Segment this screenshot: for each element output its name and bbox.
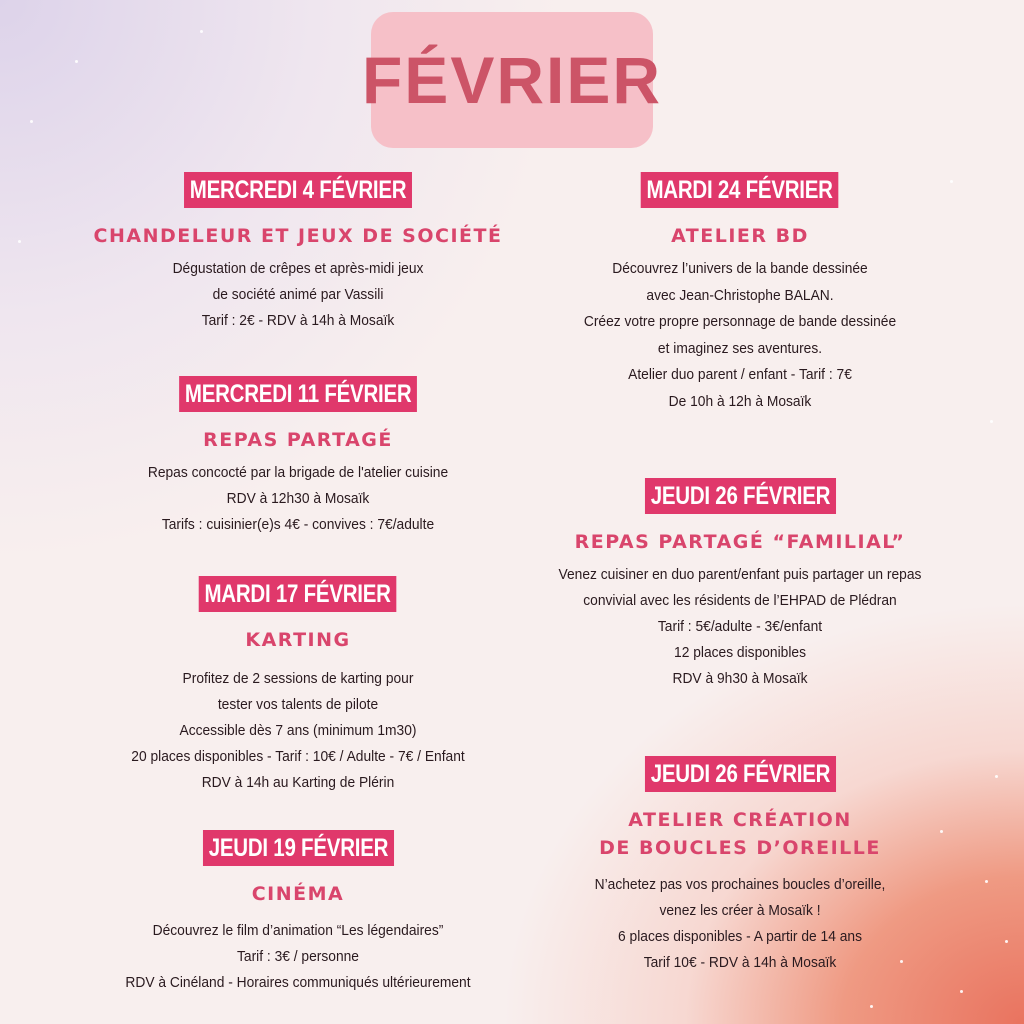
- description-line: Tarif 10€ - RDV à 14h à Mosaïk: [643, 954, 837, 971]
- event-card: [88, 172, 508, 334]
- description-line: 6 places disponibles - A partir de 14 ans: [618, 928, 862, 945]
- description-line: N’achetez pas vos prochaines boucles d’oreille,: [594, 876, 886, 893]
- event-card: [520, 478, 960, 692]
- sparkle-dot: [75, 60, 78, 63]
- event-title: KARTING: [245, 629, 351, 651]
- description-line: Accessible dès 7 ans (minimum 1m30): [179, 722, 417, 739]
- event-description: [105, 256, 491, 334]
- sparkle-dot: [985, 880, 988, 883]
- description-line: Profitez de 2 sessions de karting pour: [182, 670, 414, 687]
- description-line: tester vos talents de pilote: [217, 696, 379, 713]
- event-card: [88, 376, 508, 538]
- event-description: [105, 666, 491, 796]
- description-line: venez les créer à Mosaïk !: [659, 902, 821, 919]
- event-card: [520, 172, 960, 415]
- description-line: Découvrez le film d’animation “Les légendaires”: [152, 922, 444, 939]
- description-line: RDV à Cinéland - Horaires communiqués ultérieurement: [125, 974, 471, 991]
- month-title-box: [361, 12, 663, 148]
- description-line: Découvrez l’univers de la bande dessinée: [612, 260, 868, 277]
- sparkle-dot: [1005, 940, 1008, 943]
- event-title: ATELIER CRÉATION DE BOUCLES D’OREILLE: [599, 809, 881, 859]
- event-card: [88, 576, 508, 796]
- sparkle-dot: [990, 420, 993, 423]
- sparkle-dot: [870, 1005, 873, 1008]
- event-description: [538, 562, 943, 692]
- event-title: REPAS PARTAGÉ: [203, 429, 393, 451]
- description-line: Atelier duo parent / enfant - Tarif : 7€: [628, 366, 852, 383]
- event-date: MERCREDI 4 FÉVRIER: [184, 172, 412, 208]
- description-line: Tarifs : cuisinier(e)s 4€ - convives : 7€/adulte: [161, 516, 435, 533]
- description-line: Dégustation de crêpes et après-midi jeux: [172, 260, 424, 277]
- description-line: RDV à 12h30 à Mosaïk: [226, 490, 370, 507]
- month-title: FÉVRIER: [361, 43, 663, 117]
- sparkle-dot: [960, 990, 963, 993]
- description-line: Venez cuisiner en duo parent/enfant puis partager un repas: [558, 566, 922, 583]
- event-date: MERCREDI 11 FÉVRIER: [179, 376, 417, 412]
- event-card: [520, 756, 960, 976]
- description-line: Créez votre propre personnage de bande dessinée: [583, 313, 897, 330]
- event-card: [88, 830, 508, 996]
- event-description: [538, 256, 943, 415]
- event-date: MARDI 17 FÉVRIER: [199, 576, 397, 612]
- event-date: JEUDI 26 FÉVRIER: [645, 478, 836, 514]
- event-date: JEUDI 26 FÉVRIER: [645, 756, 836, 792]
- description-line: 20 places disponibles - Tarif : 10€ / Adulte - 7€ / Enfant: [131, 748, 465, 765]
- event-title: ATELIER BD: [671, 225, 809, 247]
- event-title: CHANDELEUR ET JEUX DE SOCIÉTÉ: [93, 225, 503, 247]
- description-line: de société animé par Vassili: [212, 286, 384, 303]
- sparkle-dot: [30, 120, 33, 123]
- event-title: CINÉMA: [251, 883, 345, 905]
- event-description: [105, 918, 491, 996]
- description-line: et imaginez ses aventures.: [657, 339, 823, 357]
- event-date: JEUDI 19 FÉVRIER: [203, 830, 394, 866]
- description-line: De 10h à 12h à Mosaïk: [668, 392, 812, 410]
- description-line: RDV à 14h au Karting de Plérin: [201, 774, 395, 791]
- description-line: Tarif : 3€ / personne: [237, 948, 359, 965]
- description-line: avec Jean-Christophe BALAN.: [646, 286, 834, 304]
- description-line: Repas concocté par la brigade de l'atelier cuisine: [147, 464, 449, 481]
- description-line: RDV à 9h30 à Mosaïk: [672, 670, 808, 687]
- event-description: [105, 460, 491, 538]
- description-line: convivial avec les résidents de l’EHPAD de Plédran: [583, 592, 897, 609]
- event-title: REPAS PARTAGÉ “FAMILIAL”: [574, 531, 906, 553]
- event-description: [538, 872, 943, 976]
- sparkle-dot: [995, 775, 998, 778]
- description-line: 12 places disponibles: [674, 644, 806, 661]
- sparkle-dot: [18, 240, 21, 243]
- description-line: Tarif : 5€/adulte - 3€/enfant: [657, 618, 823, 635]
- sparkle-dot: [200, 30, 203, 33]
- description-line: Tarif : 2€ - RDV à 14h à Mosaïk: [201, 312, 395, 329]
- event-date: MARDI 24 FÉVRIER: [641, 172, 839, 208]
